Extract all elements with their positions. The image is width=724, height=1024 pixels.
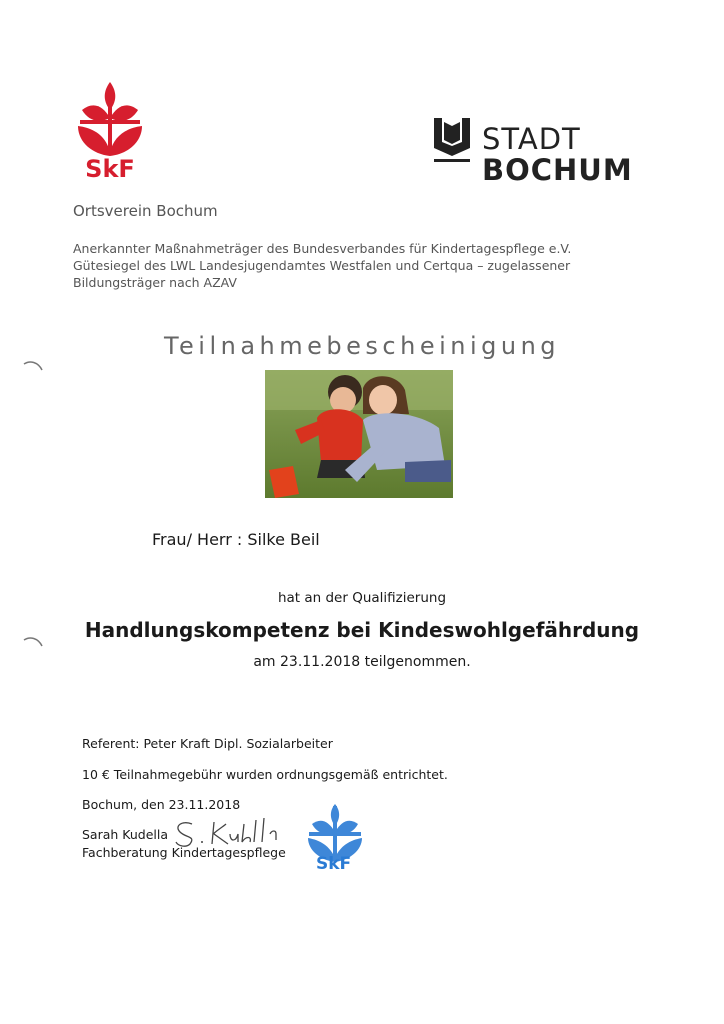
punch-hole-mark bbox=[22, 360, 44, 374]
course-title: Handlungskompetenz bei Kindeswohlgefährdung bbox=[84, 618, 640, 642]
participation-date: am 23.11.2018 teilgenommen. bbox=[253, 654, 471, 670]
signer-role: Fachberatung Kindertagespflege bbox=[82, 845, 286, 860]
handwritten-signature bbox=[172, 814, 292, 850]
qualification-intro: hat an der Qualifizierung bbox=[277, 590, 447, 606]
referent-line: Referent: Peter Kraft Dipl. Sozialarbeiter bbox=[82, 736, 333, 751]
skf-logo-text: SkF bbox=[85, 155, 135, 183]
stamp-text: SkF bbox=[316, 854, 352, 874]
participant-line: Frau/ Herr : Silke Beil bbox=[152, 530, 320, 549]
punch-hole-mark bbox=[22, 636, 44, 650]
description-line: Bildungsträger nach AZAV bbox=[73, 275, 237, 290]
city-logo-line1: STADT bbox=[482, 122, 581, 156]
fee-line: 10 € Teilnahmegebühr wurden ordnungsgemäß entrichtet. bbox=[82, 767, 448, 782]
stadt-bochum-emblem bbox=[432, 118, 472, 164]
city-logo-line2: BOCHUM bbox=[482, 153, 633, 187]
signer-name: Sarah Kudella bbox=[82, 827, 169, 842]
description-line: Anerkannter Maßnahmeträger des Bundesverbandes für Kindertagespflege e.V. bbox=[73, 241, 572, 256]
description-line: Gütesiegel des LWL Landesjugendamtes Westfalen und Certqua – zugelassener bbox=[73, 258, 571, 273]
certificate-title: Teilnahmebescheinigung bbox=[163, 332, 561, 360]
children-photo bbox=[265, 370, 453, 498]
organization-name: Ortsverein Bochum bbox=[73, 202, 218, 220]
place-date: Bochum, den 23.11.2018 bbox=[82, 797, 241, 812]
organization-description bbox=[73, 240, 633, 291]
